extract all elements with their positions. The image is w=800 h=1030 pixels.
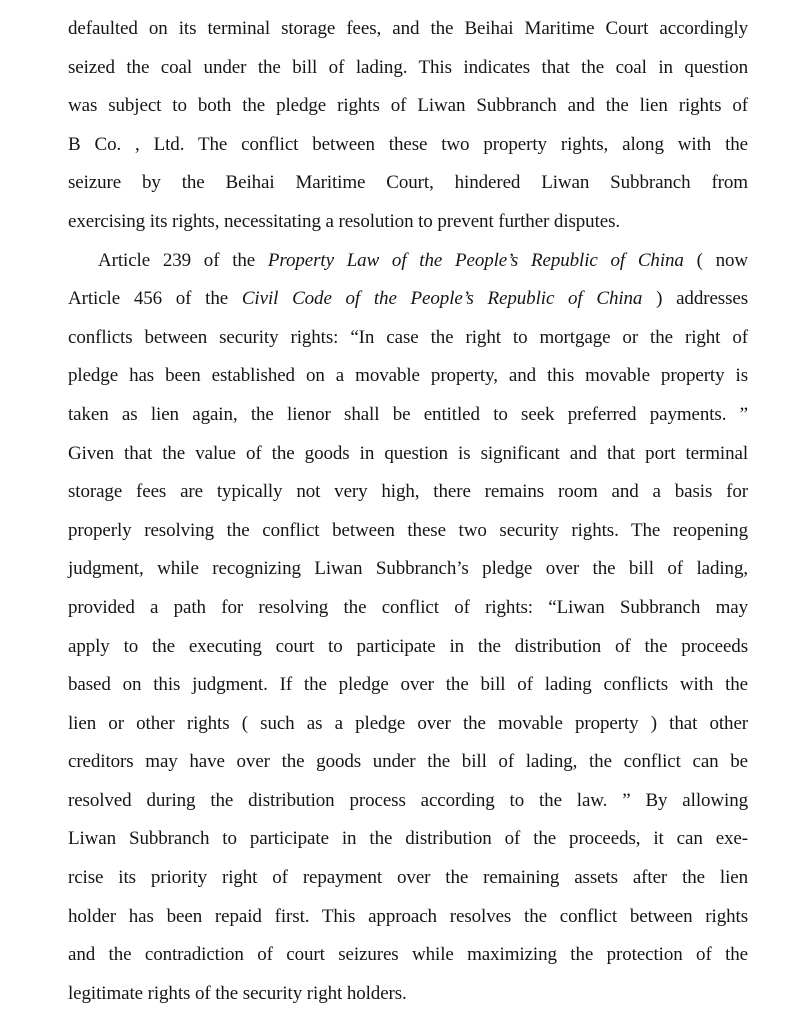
paragraph bbox=[68, 242, 748, 1014]
text-segment: pledge has been established on a movable property, and this movable property is bbox=[68, 365, 748, 387]
text-segment: rcise its priority right of repayment over the remaining assets after the lien bbox=[68, 867, 748, 889]
paragraph bbox=[68, 10, 748, 242]
text-line bbox=[68, 203, 748, 242]
text-line bbox=[68, 10, 748, 49]
text-line bbox=[68, 280, 748, 319]
text-segment: ) addresses bbox=[642, 288, 749, 310]
text-line bbox=[68, 512, 748, 551]
text-segment: Liwan Subbranch to participate in the distribution of the proceeds, it can exe- bbox=[68, 828, 748, 850]
text-segment: and the contradiction of court seizures while maximizing the protection of the bbox=[68, 944, 748, 966]
text-line bbox=[68, 550, 748, 589]
text-line bbox=[68, 589, 748, 628]
text-line bbox=[68, 87, 748, 126]
text-segment: legitimate rights of the security right holders. bbox=[68, 982, 407, 1004]
text-segment: taken as lien again, the lienor shall be entitled to seek preferred payments. ” bbox=[68, 403, 748, 425]
italic-text-segment: Civil Code of the People’s Republic of China bbox=[241, 288, 643, 310]
text-line bbox=[68, 357, 748, 396]
text-line bbox=[68, 705, 748, 744]
text-segment: conflicts between security rights: “In case the right to mortgage or the right of bbox=[68, 326, 748, 348]
italic-text-segment: Property Law of the People’s Republic of China bbox=[267, 249, 684, 271]
text-line bbox=[68, 666, 748, 705]
text-segment: defaulted on its terminal storage fees, and the Beihai Maritime Court accordingly bbox=[68, 18, 748, 39]
text-segment: exercising its rights, necessitating a resolution to prevent further disputes. bbox=[68, 210, 621, 232]
text-segment: lien or other rights ( such as a pledge over the movable property ) that other bbox=[68, 712, 748, 734]
text-segment: creditors may have over the goods under the bill of lading, the conflict can be bbox=[68, 751, 748, 773]
text-line bbox=[68, 898, 748, 937]
text-line bbox=[68, 396, 748, 435]
text-line bbox=[68, 782, 748, 821]
text-segment: resolved during the distribution process according to the law. ” By allowing bbox=[68, 789, 748, 811]
text-line bbox=[68, 975, 748, 1014]
text-line bbox=[68, 473, 748, 512]
text-line bbox=[68, 242, 748, 281]
text-line bbox=[68, 164, 748, 203]
text-segment: seized the coal under the bill of lading. This indicates that the coal in question bbox=[68, 56, 748, 78]
text-segment: properly resolving the conflict between these two security rights. The reopening bbox=[68, 519, 748, 541]
text-segment: Given that the value of the goods in question is significant and that port terminal bbox=[68, 442, 748, 464]
text-line bbox=[68, 820, 748, 859]
text-segment: based on this judgment. If the pledge over the bill of lading conflicts with the bbox=[68, 674, 748, 696]
text-segment: ( now bbox=[683, 249, 749, 271]
text-segment: seizure by the Beihai Maritime Court, hindered Liwan Subbranch from bbox=[68, 172, 748, 194]
text-segment: was subject to both the pledge rights of Liwan Subbranch and the lien rights of bbox=[68, 95, 748, 117]
text-line bbox=[68, 859, 748, 898]
text-segment: Article 456 of the bbox=[68, 288, 242, 310]
text-line bbox=[68, 435, 748, 474]
text-segment: holder has been repaid first. This approach resolves the conflict between rights bbox=[68, 905, 748, 927]
text-segment: apply to the executing court to participate in the distribution of the proceeds bbox=[68, 635, 748, 657]
text-line bbox=[68, 628, 748, 667]
text-segment: Article 239 of the bbox=[98, 249, 268, 271]
text-segment: judgment, while recognizing Liwan Subbranch’s pledge over the bill of lading, bbox=[68, 558, 748, 580]
text-segment: B Co. , Ltd. The conflict between these two property rights, along with the bbox=[68, 133, 748, 155]
text-line bbox=[68, 126, 748, 165]
text-block bbox=[68, 10, 748, 1013]
text-line bbox=[68, 49, 748, 88]
text-line bbox=[68, 743, 748, 782]
text-line bbox=[68, 936, 748, 975]
text-segment: storage fees are typically not very high, there remains room and a basis for bbox=[68, 481, 748, 503]
text-line bbox=[68, 319, 748, 358]
text-segment: provided a path for resolving the conflict of rights: “Liwan Subbranch may bbox=[68, 596, 748, 618]
